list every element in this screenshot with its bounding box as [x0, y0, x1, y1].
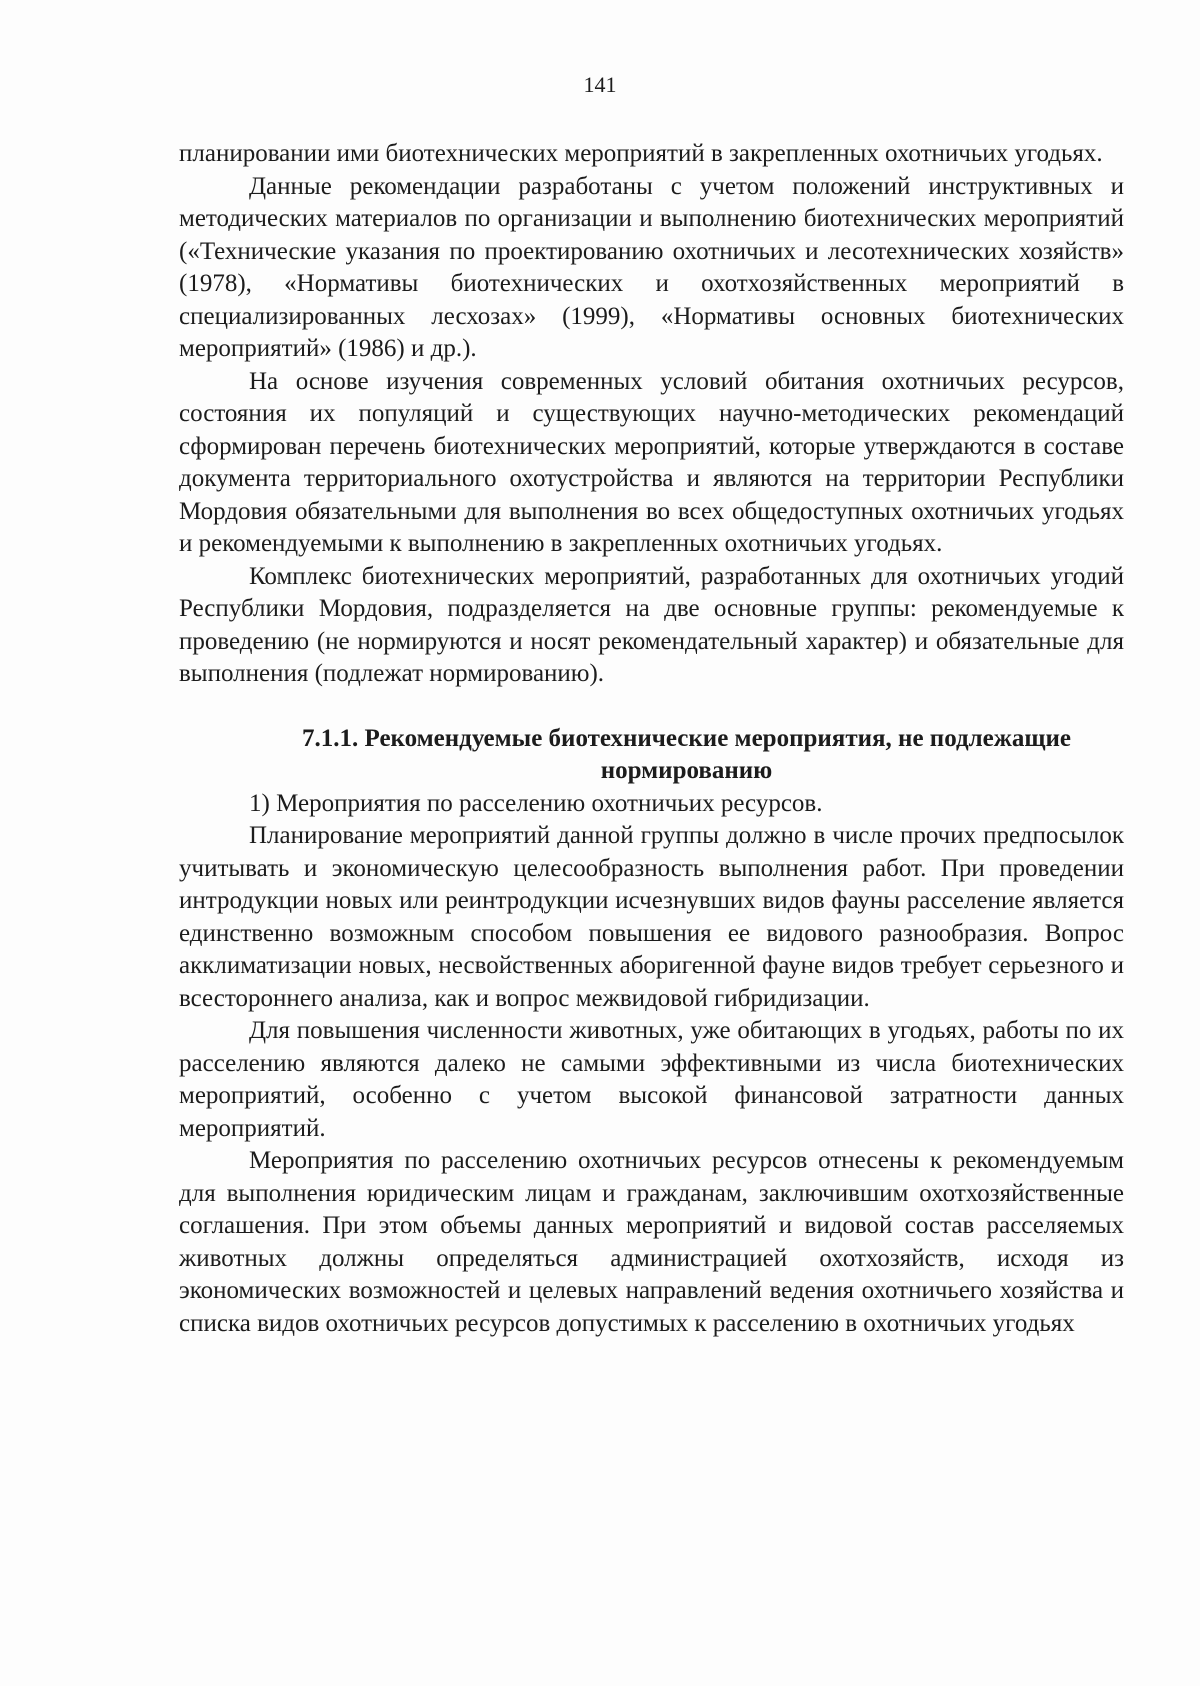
paragraph: планировании ими биотехнических мероприятий в закрепленных охотничьих угодьях. [179, 140, 1103, 167]
list-item: 1) Мероприятия по расселению охотничьих ресурсов. [249, 789, 823, 817]
paragraph: Планирование мероприятий данной группы должно в числе прочих предпосылок учитывать и экономическую целесообразность выполнения работ. При проведении интродукции новых или реинтродукции исчезнувших видов фауны расселение является единственно возможным способом повышения ее видового разнообразия. Вопрос акклиматизации новых, несвойственных аборигенной фауне видов требует серьезного и всестороннего анализа, как и вопрос межвидовой гибридизации. [179, 822, 1124, 1012]
paragraph: Данные рекомендации разработаны с учетом положений инструктивных и методических материалов по организации и выполнению биотехнических мероприятий («Технические указания по проектированию охотничьих и лесотехнических хозяйств» (1978), «Нормативы биотехнических и охотхозяйственных мероприятий в специализированных лесхозах» (1999), «Нормативы основных биотехнических мероприятий» (1986) и др.). [179, 172, 1124, 362]
section-heading: 7.1.1. Рекомендуемые биотехнические мероприятия, не подлежащие нормированию [302, 724, 1071, 784]
paragraph: Для повышения численности животных, уже обитающих в угодьях, работы по их расселению являются далеко не самыми эффективными из числа биотехнических мероприятий, особенно с учетом высокой финансовой затратности данных мероприятий. [179, 1017, 1124, 1142]
page-number: 141 [583, 72, 617, 97]
paragraph: На основе изучения современных условий обитания охотничьих ресурсов, состояния их популяций и существующих научно-методических рекомендаций сформирован перечень биотехнических мероприятий, которые утверждаются в составе документа территориального охотустройства и являются на территории Республики Мордовия обязательными для выполнения во всех общедоступных охотничьих угодьях и рекомендуемыми к выполнению в закрепленных охотничьих угодьях. [179, 367, 1124, 557]
paragraph: Мероприятия по расселению охотничьих ресурсов отнесены к рекомендуемым для выполнения юридическим лицам и гражданам, заключившим охотхозяйственные соглашения. При этом объемы данных мероприятий и видовой состав расселяемых животных должны определяться администрацией охотхозяйств, исходя из экономических возможностей и целевых направлений ведения охотничьего хозяйства и списка видов охотничьих ресурсов допустимых к расселению в охотничьих угодьях [179, 1147, 1124, 1337]
paragraph: Комплекс биотехнических мероприятий, разработанных для охотничьих угодий Республики Мордовия, подразделяется на две основные группы: рекомендуемые к проведению (не нормируются и носят рекомендательный характер) и обязательные для выполнения (подлежат нормированию). [179, 562, 1124, 687]
document-body [179, 138, 1124, 1340]
